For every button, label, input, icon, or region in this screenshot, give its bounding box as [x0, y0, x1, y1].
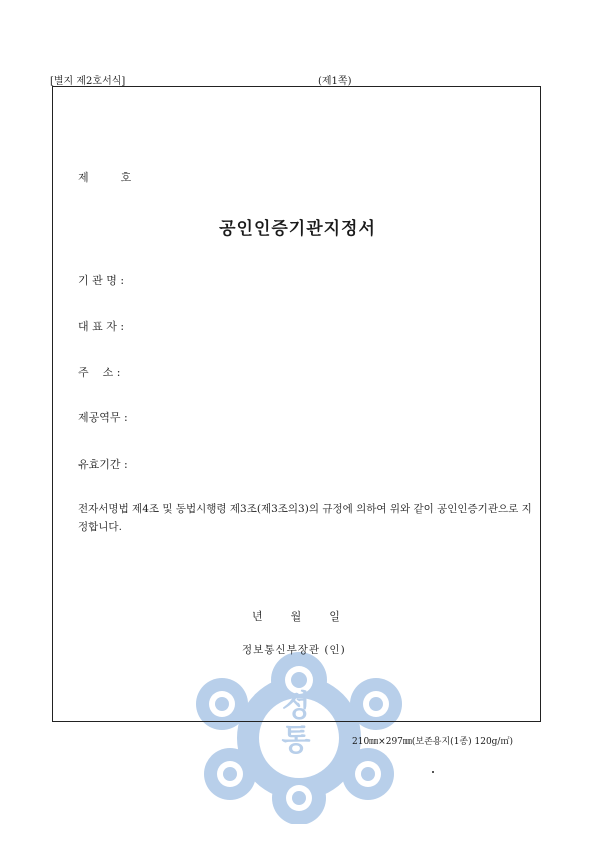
field-institution-name: 기 관 명 :: [78, 274, 125, 287]
form-number-label: [별지 제2호서식]: [50, 76, 126, 87]
seal-text: 정통: [281, 689, 311, 758]
field-services: 제공역무 :: [78, 411, 128, 424]
issue-date: 년 월 일: [252, 610, 340, 623]
field-representative: 대 표 자 :: [78, 320, 125, 333]
field-validity-period: 유효기간 :: [78, 458, 128, 471]
issuer-signature: 정보통신부장관 (인): [242, 644, 346, 656]
certificate-number-label: 제 호: [78, 171, 134, 184]
paper-specification: 210㎜×297㎜(보존용지(1종) 120g/㎡): [352, 737, 513, 747]
designation-statement: 전자서명법 제4조 및 동법시행령 제3조(제3조의3)의 규정에 의하여 위와 같이 공인인증기관으로 지정합니다.: [78, 503, 532, 533]
stray-mark: [432, 771, 434, 773]
field-address: 주 소 :: [78, 366, 121, 379]
page-number-label: (제1쪽): [318, 76, 352, 87]
page-title: 공인인증기관지정서: [219, 219, 376, 239]
